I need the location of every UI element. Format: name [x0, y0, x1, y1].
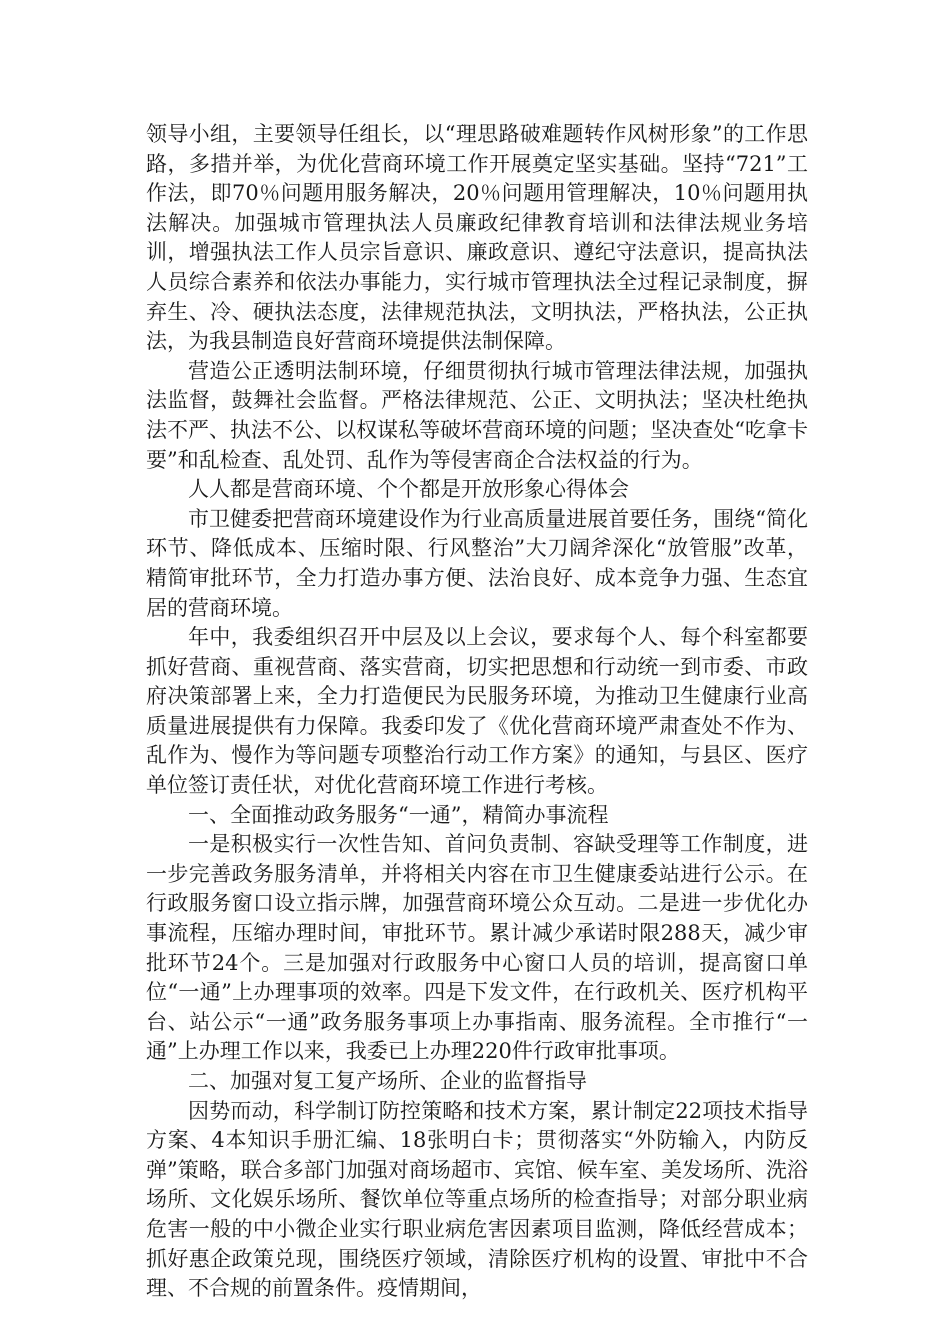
heading-section-2: 二、加强对复工复产场所、企业的监督指导	[188, 1069, 587, 1093]
paragraph-1: 领导小组，主要领导任组长，以“理思路破难题转作风树形象”的工作思路，多措并举，为优化营商环境工作开展奠定坚实基础。坚持“721”工作法，即70％问题用服务解决，20％问题用管理解决，10％问题用执法解决。加强城市管理执法人员廉政纪律教育培训和法律法规业务培训，增强执法工作人员宗旨意识、廉政意识、遵纪守法意识，提高执法人员综合素养和依法办事能力，实行城市管理执法全过程记录制度，摒弃生、冷、硬执法态度，法律规范执法，文明执法，严格执法，公正执法，为我县制造良好营商环境提供法制保障。	[146, 122, 808, 354]
section-title-experience: 人人都是营商环境、个个都是开放形象心得体会	[188, 477, 629, 502]
paragraph-6: 因势而动，科学制订防控策略和技术方案，累计制定22项技术指导方案、4本知识手册汇编、18张明白卡；贯彻落实“外防输入，内防反弹”策略，联合多部门加强对商场超市、宾馆、候车室、美发场所、洗浴场所、文化娱乐场所、餐饮单位等重点场所的检查指导；对部分职业病危害一般的中小微企业实行职业病危害因素项目监测，降低经营成本；抓好惠企政策兑现，围绕医疗领域，清除医疗机构的设置、审批中不合理、不合规的前置条件。疫情期间，	[146, 1098, 808, 1301]
document-body	[146, 120, 808, 1304]
paragraph-2: 营造公正透明法制环境，仔细贯彻执行城市管理法律法规，加强执法监督，鼓舞社会监督。严格法律规范、公正、文明执法；坚决杜绝执法不严、执法不公、以权谋私等破坏营商环境的问题；坚决查处“吃拿卡要”和乱检查、乱处罚、乱作为等侵害商企合法权益的行为。	[146, 358, 808, 472]
heading-section-1: 一、全面推动政务服务“一通”，精简办事流程	[188, 802, 609, 827]
paragraph-5: 一是积极实行一次性告知、首问负责制、容缺受理等工作制度，进一步完善政务服务清单，并将相关内容在市卫生健康委站进行公示。在行政服务窗口设立指示牌，加强营商环境公众互动。二是进一步优化办事流程，压缩办理时间，审批环节。累计减少承诺时限288天，减少审批环节24个。三是加强对行政服务中心窗口人员的培训，提高窗口单位“一通”上办理事项的效率。四是下发文件，在行政机关、医疗机构平台、站公示“一通”政务服务事项上办事指南、服务流程。全市推行“一通”上办理工作以来，我委已上办理220件行政审批事项。	[146, 832, 808, 1064]
paragraph-4: 年中，我委组织召开中层及以上会议，要求每个人、每个科室都要抓好营商、重视营商、落实营商，切实把思想和行动统一到市委、市政府决策部署上来，全力打造便民为民服务环境，为推动卫生健康行业高质量进展提供有力保障。我委印发了《优化营商环境严肃查处不作为、乱作为、慢作为等问题专项整治行动工作方案》的通知，与县区、医疗单位签订责任状，对优化营商环境工作进行考核。	[146, 625, 808, 798]
paragraph-3: 市卫健委把营商环境建设作为行业高质量进展首要任务，围绕“简化环节、降低成本、压缩时限、行风整治”大刀阔斧深化“放管服”改革，精简审批环节，全力打造办事方便、法治良好、成本竞争力强、生态宜居的营商环境。	[146, 506, 808, 620]
